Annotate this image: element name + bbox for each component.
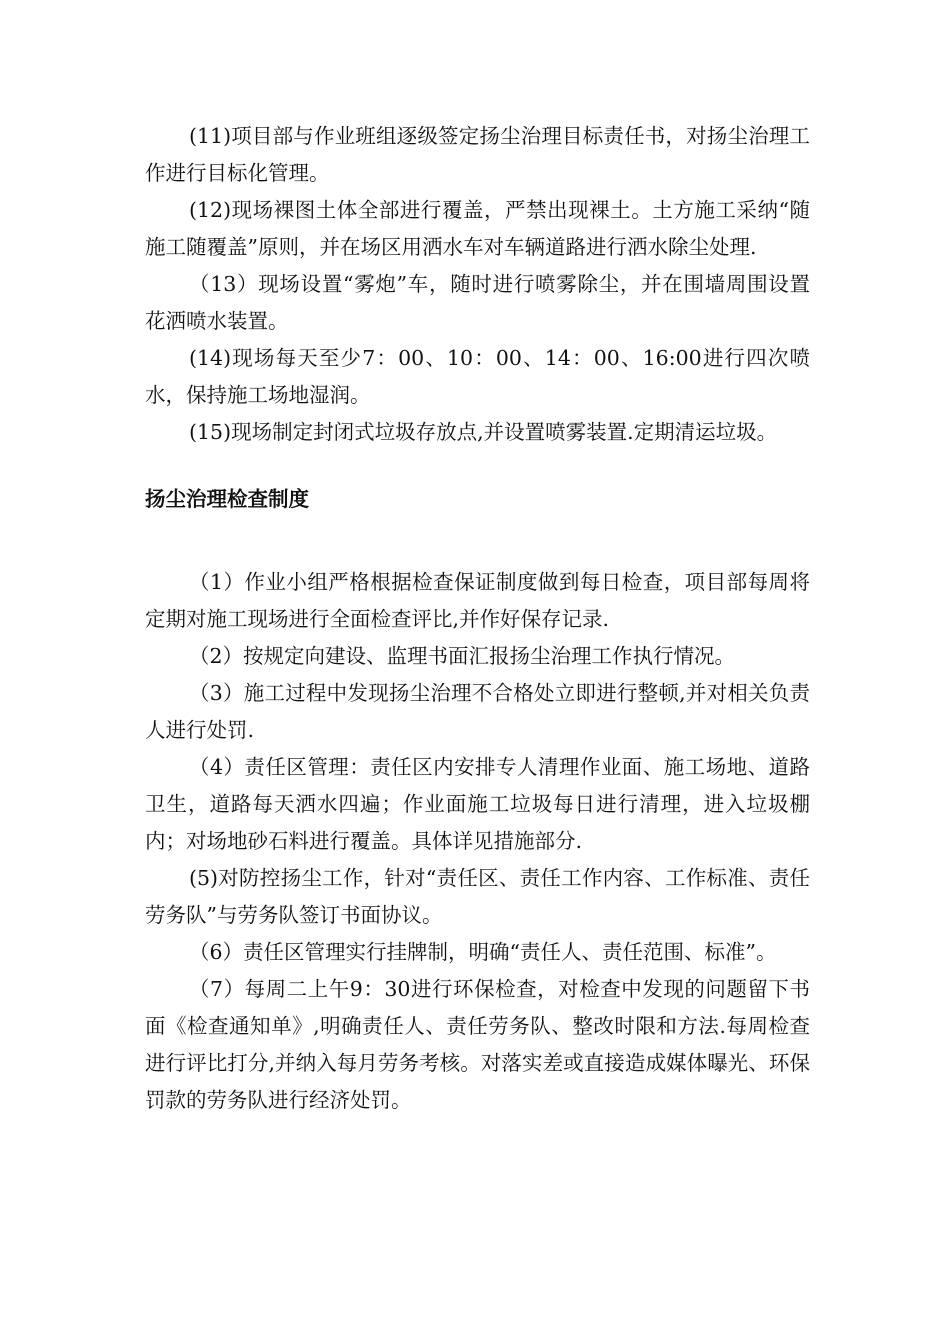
document-body	[145, 118, 810, 1119]
paragraph-item-11: (11)项目部与作业班组逐级签定扬尘治理目标责任书，对扬尘治理工作进行目标化管理。	[145, 124, 810, 185]
paragraph-inspection-3: （3）施工过程中发现扬尘治理不合格处立即进行整顿,并对相关负责人进行处罚.	[145, 681, 810, 742]
paragraph-item-13: （13）现场设置“雾炮”车，随时进行喷雾除尘，并在围墙周围设置花洒喷水装置。	[145, 272, 810, 333]
paragraph-inspection-4: （4）责任区管理：责任区内安排专人清理作业面、施工场地、道路卫生，道路每天洒水四遍；作业面施工垃圾每日进行清理，进入垃圾棚内；对场地砂石料进行覆盖。具体详见措施部分.	[145, 755, 810, 853]
paragraph-item-14: (14)现场每天至少7：00、10：00、14：00、16:00进行四次喷水，保持施工场地湿润。	[145, 346, 810, 407]
paragraph-inspection-1: （1）作业小组严格根据检查保证制度做到每日检查，项目部每周将定期对施工现场进行全面检查评比,并作好保存记录.	[145, 570, 810, 631]
spacer	[145, 518, 810, 564]
paragraph-inspection-6: （6）责任区管理实行挂牌制，明确“责任人、责任范围、标准”。	[189, 940, 777, 964]
spacer	[145, 451, 810, 481]
section-heading: 扬尘治理检查制度	[145, 487, 309, 511]
section-inspection	[145, 564, 810, 1119]
paragraph-inspection-5: (5)对防控扬尘工作，针对“责任区、责任工作内容、工作标准、责任劳务队”与劳务队签订书面协议。	[145, 866, 810, 927]
paragraph-inspection-2: （2）按规定向建设、监理书面汇报扬尘治理工作执行情况。	[189, 644, 736, 668]
section-measures	[145, 118, 810, 451]
paragraph-inspection-7: （7）每周二上午9：30进行环保检查，对检查中发现的问题留下书面《检查通知单》,明确责任人、责任劳务队、整改时限和方法.每周检查进行评比打分,并纳入每月劳务考核。对落实差或直接造成媒体曝光、环保罚款的劳务队进行经济处罚。	[145, 977, 810, 1112]
paragraph-item-15: (15)现场制定封闭式垃圾存放点,并设置喷雾装置.定期清运垃圾。	[189, 420, 778, 444]
paragraph-item-12: (12)现场裸图土体全部进行覆盖，严禁出现裸土。土方施工采纳“随施工随覆盖”原则，并在场区用洒水车对车辆道路进行洒水除尘处理.	[145, 198, 810, 259]
